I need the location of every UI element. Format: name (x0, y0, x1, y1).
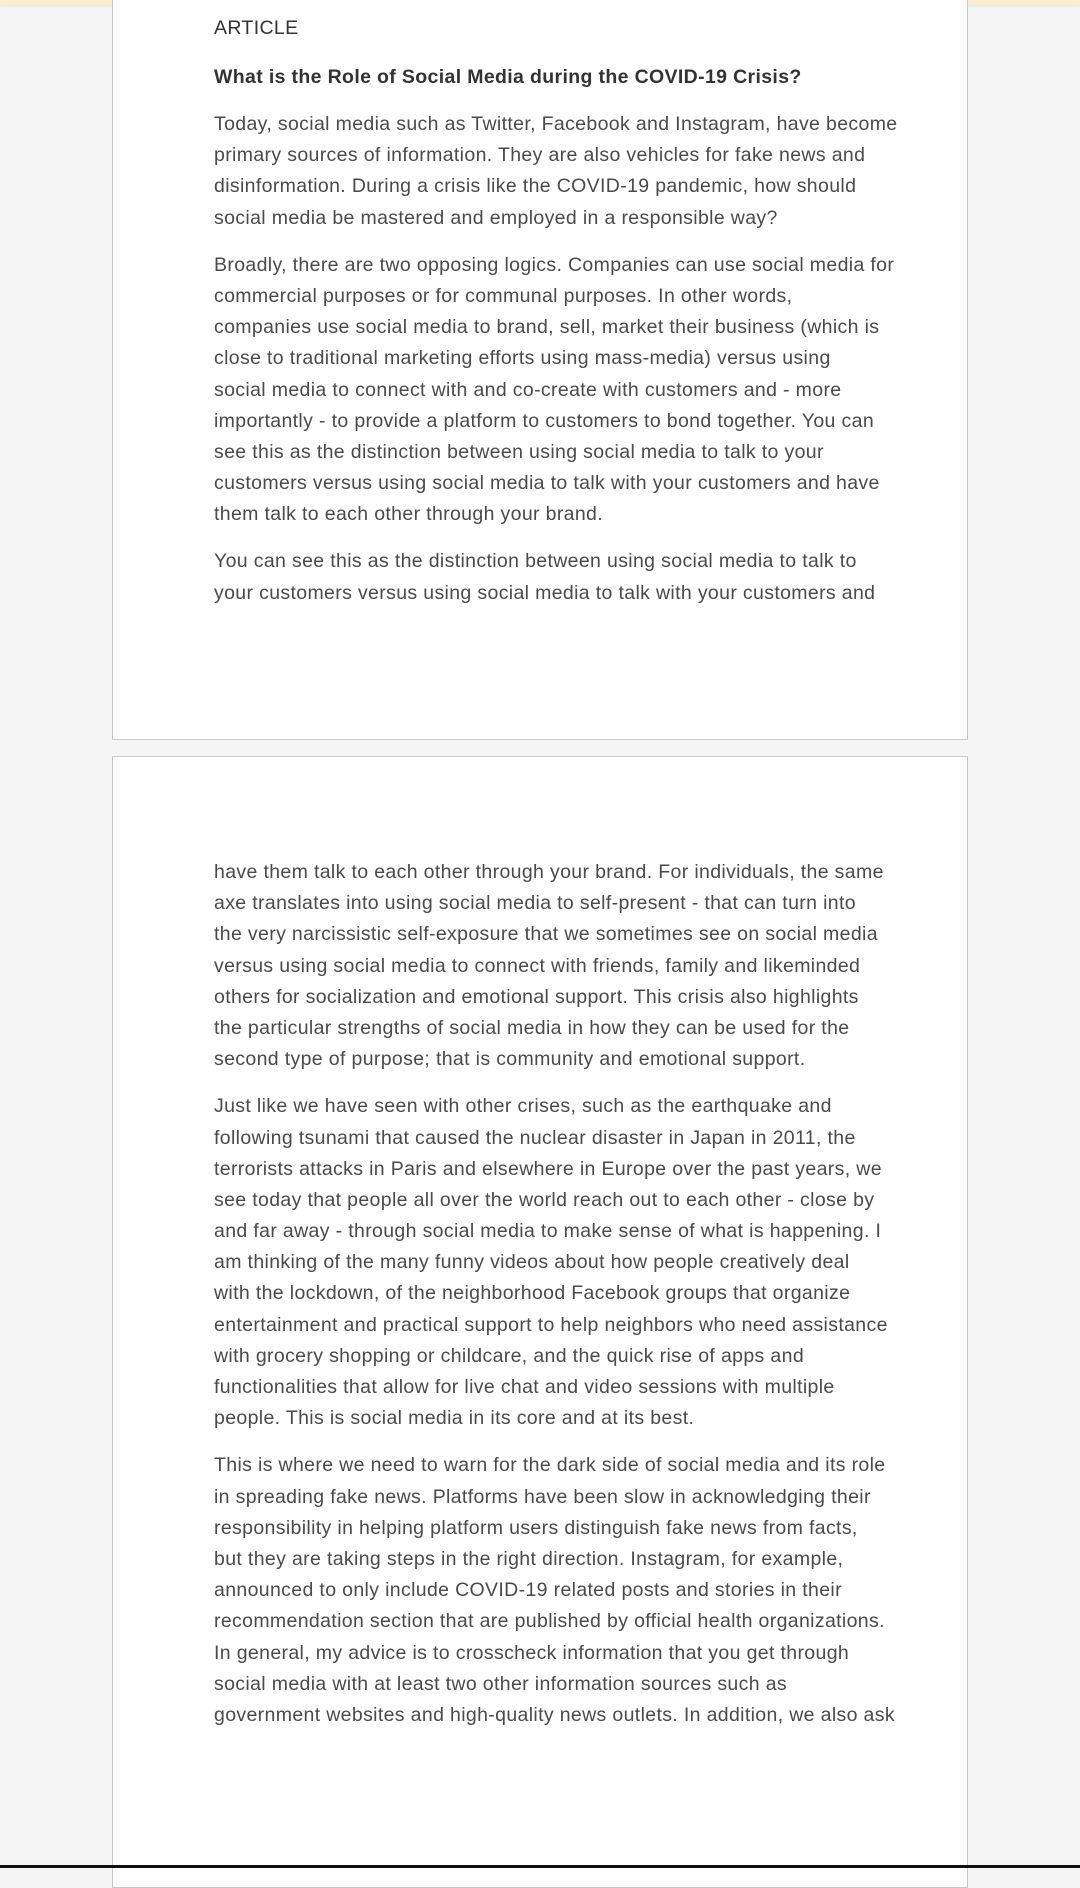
text-line: am thinking of the many funny videos about how people creatively deal (214, 1251, 850, 1274)
text-line: others for socialization and emotional support. This crisis also highlights (214, 985, 859, 1008)
document-page-2 (112, 756, 968, 1888)
page-1-paragraphs (214, 109, 898, 609)
document-page-1 (112, 0, 968, 740)
text-line: government websites and high-quality news outlets. In addition, we also ask (214, 1703, 895, 1726)
text-line: Today, social media such as Twitter, Facebook and Instagram, have become (214, 113, 898, 135)
text-line: them talk to each other through your brand. (214, 503, 604, 526)
text-line: disinformation. During a crisis like the COVID-19 pandemic, how should (214, 175, 857, 198)
paragraph (214, 857, 895, 1075)
text-line: In general, my advice is to crosscheck information that you get through (214, 1641, 850, 1664)
text-line: close to traditional marketing efforts using mass-media) versus using (214, 347, 831, 370)
text-line: the particular strengths of social media in how they can be used for the (214, 1016, 850, 1039)
text-line: responsibility in helping platform users distinguish fake news from facts, (214, 1516, 858, 1539)
text-line: terrorists attacks in Paris and elsewhere in Europe over the past years, we (214, 1157, 882, 1180)
page-2-content (214, 857, 895, 1747)
text-line: companies use social media to brand, sell, market their business (which is (214, 316, 880, 339)
text-line: social media with at least two other information sources such as (214, 1672, 787, 1695)
paragraph (214, 1450, 895, 1731)
text-line: people. This is social media in its core and at its best. (214, 1407, 695, 1430)
text-line: versus using social media to connect with friends, family and likeminded (214, 954, 861, 977)
paragraph (214, 109, 898, 234)
text-line: see today that people all over the world reach out to each other - close by (214, 1188, 875, 1211)
text-line: You can see this as the distinction between using social media to talk to (214, 550, 857, 573)
text-line: customers versus using social media to talk with your customers and have (214, 472, 880, 495)
text-line: the very narcissistic self-exposure that we sometimes see on social media (214, 923, 878, 946)
paragraph (214, 250, 898, 531)
text-line: see this as the distinction between using social media to talk to your (214, 440, 824, 463)
text-line: have them talk to each other through your brand. For individuals, the same (214, 861, 884, 883)
text-line: social media to connect with and co-create with customers and - more (214, 378, 842, 401)
text-line: Broadly, there are two opposing logics. Companies can use social media for (214, 253, 895, 276)
text-line: following tsunami that caused the nuclear disaster in Japan in 2011, the (214, 1126, 856, 1149)
text-line: and far away - through social media to make sense of what is happening. I (214, 1220, 882, 1243)
text-line: entertainment and practical support to help neighbors who need assistance (214, 1313, 888, 1336)
text-line: commercial purposes or for communal purposes. In other words, (214, 284, 793, 307)
text-line: with grocery shopping or childcare, and the quick rise of apps and (214, 1344, 805, 1367)
paragraph (214, 546, 898, 608)
text-line: axe translates into using social media to self-present - that can turn into (214, 892, 856, 915)
text-line: This is where we need to warn for the dark side of social media and its role (214, 1454, 886, 1477)
paragraph (214, 1091, 895, 1434)
text-line: social media be mastered and employed in a responsible way? (214, 206, 778, 229)
text-line: in spreading fake news. Platforms have been slow in acknowledging their (214, 1485, 871, 1508)
text-line: second type of purpose; that is community and emotional support. (214, 1048, 806, 1071)
text-line: Just like we have seen with other crises, such as the earthquake and (214, 1095, 832, 1118)
page-2-paragraphs (214, 857, 895, 1731)
article-title: What is the Role of Social Media during the COVID-19 Crisis? (214, 66, 802, 88)
text-line: functionalities that allow for live chat and video sessions with multiple (214, 1376, 835, 1398)
text-line: but they are taking steps in the right direction. Instagram, for example, (214, 1547, 844, 1570)
text-line: primary sources of information. They are also vehicles for fake news and (214, 144, 866, 167)
article-label: ARTICLE (214, 17, 299, 39)
text-line: recommendation section that are published by official health organizations. (214, 1610, 885, 1633)
page-1-content (214, 13, 898, 625)
text-line: your customers versus using social media to talk with your customers and (214, 581, 876, 604)
text-line: importantly - to provide a platform to customers to bond together. You can (214, 409, 875, 432)
text-line: announced to only include COVID-19 related posts and stories in their (214, 1579, 842, 1602)
text-line: with the lockdown, of the neighborhood Facebook groups that organize (214, 1282, 851, 1305)
